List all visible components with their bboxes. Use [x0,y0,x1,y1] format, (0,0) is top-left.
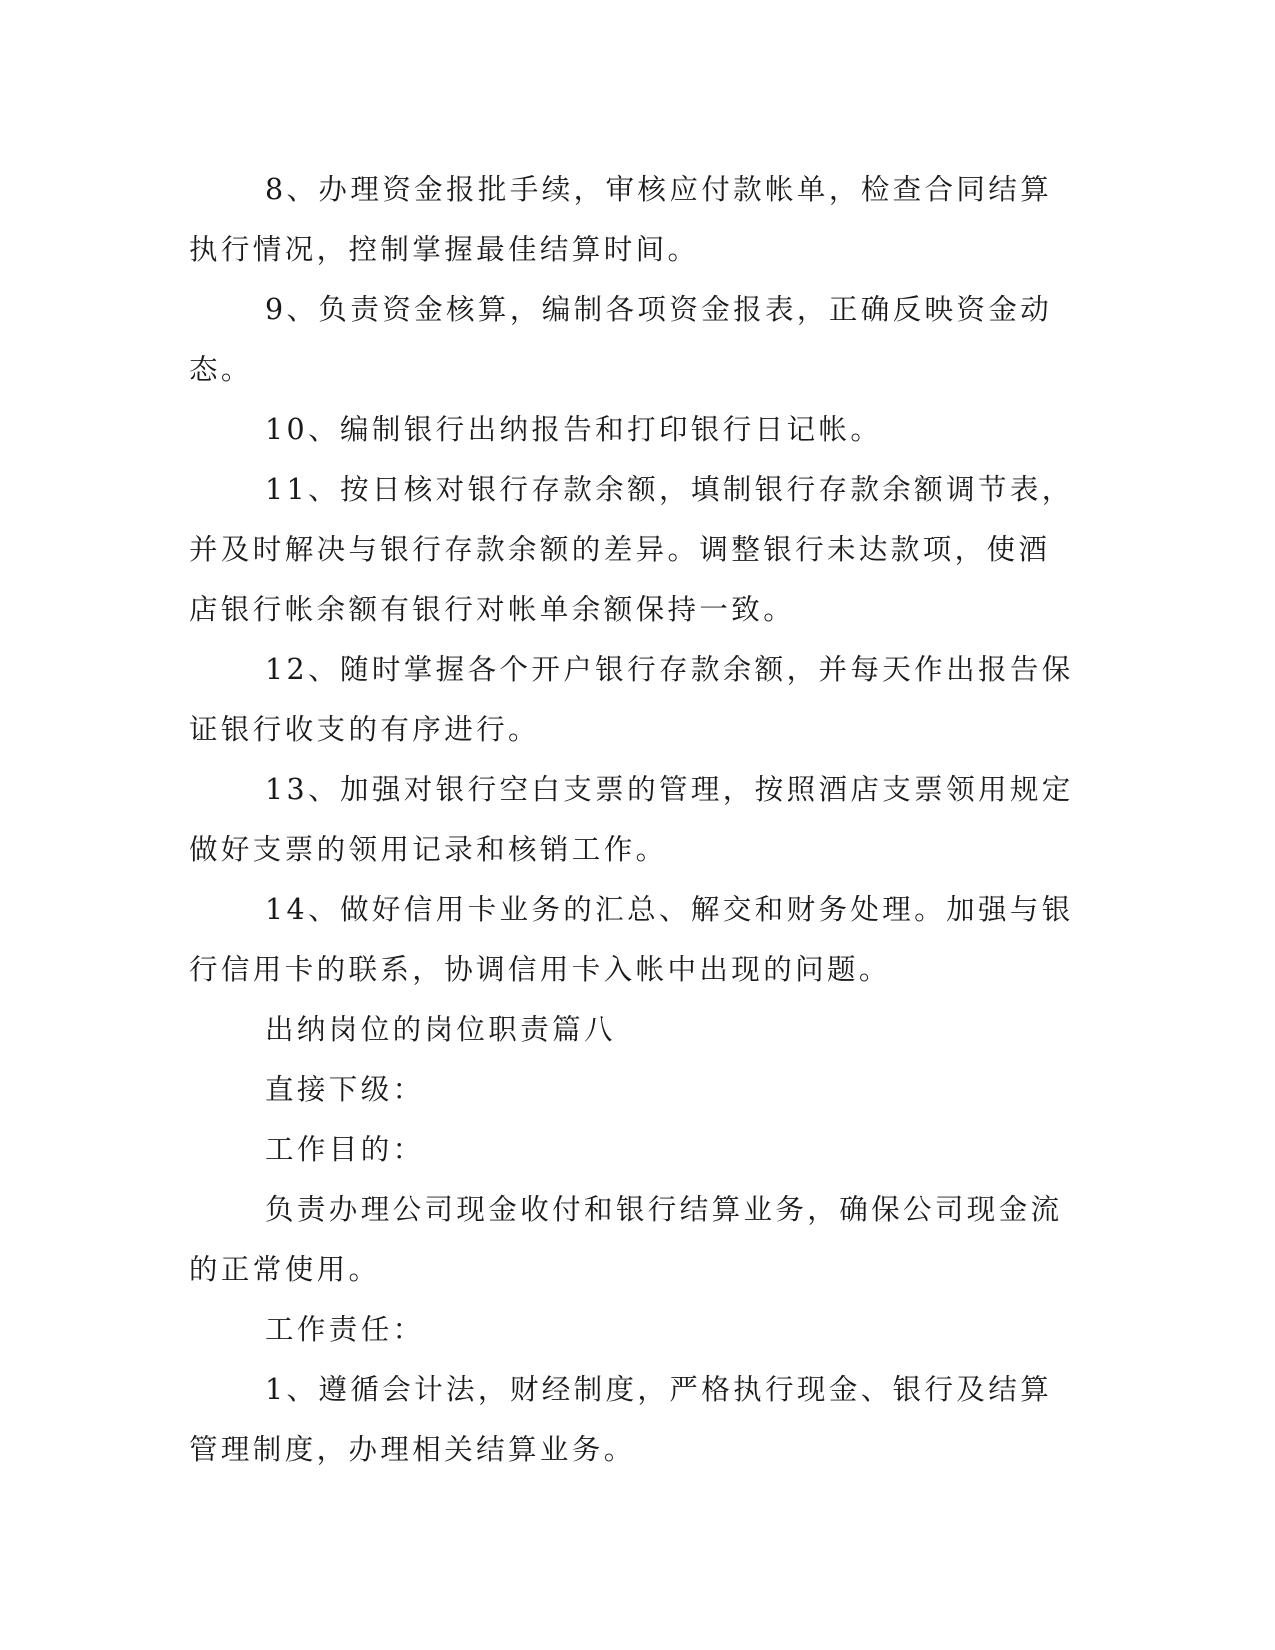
paragraph-item-13: 13、加强对银行空白支票的管理，按照酒店支票领用规定做好支票的领用记录和核销工作。 [189,773,1074,866]
paragraph-item-8: 8、办理资金报批手续，审核应付款帐单，检查合同结算执行情况，控制掌握最佳结算时间。 [189,173,1053,266]
paragraph-item-9: 9、负责资金核算，编制各项资金报表，正确反映资金动态。 [189,293,1053,386]
section-heading: 出纳岗位的岗位职责篇八 [265,1013,616,1046]
paragraph-item-11: 11、按日核对银行存款余额，填制银行存款余额调节表，并及时解决与银行存款余额的差异。调整银行未达款项，使酒店银行帐余额有银行对帐单余额保持一致。 [189,473,1074,626]
document-body [189,160,1079,1480]
paragraph-item-12: 12、随时掌握各个开户银行存款余额，并每天作出报告保证银行收支的有序进行。 [189,653,1074,746]
direct-subordinate-label: 直接下级： [265,1073,425,1106]
work-purpose-text: 负责办理公司现金收付和银行结算业务，确保公司现金流的正常使用。 [189,1193,1063,1286]
responsibility-item-1: 1、遵循会计法，财经制度，严格执行现金、银行及结算管理制度，办理相关结算业务。 [189,1373,1053,1466]
paragraph-item-14: 14、做好信用卡业务的汇总、解交和财务处理。加强与银行信用卡的联系，协调信用卡入帐中出现的问题。 [189,893,1074,986]
paragraph-item-10: 10、编制银行出纳报告和打印银行日记帐。 [265,413,883,446]
work-purpose-label: 工作目的： [265,1133,425,1166]
work-responsibility-label: 工作责任： [265,1313,425,1346]
